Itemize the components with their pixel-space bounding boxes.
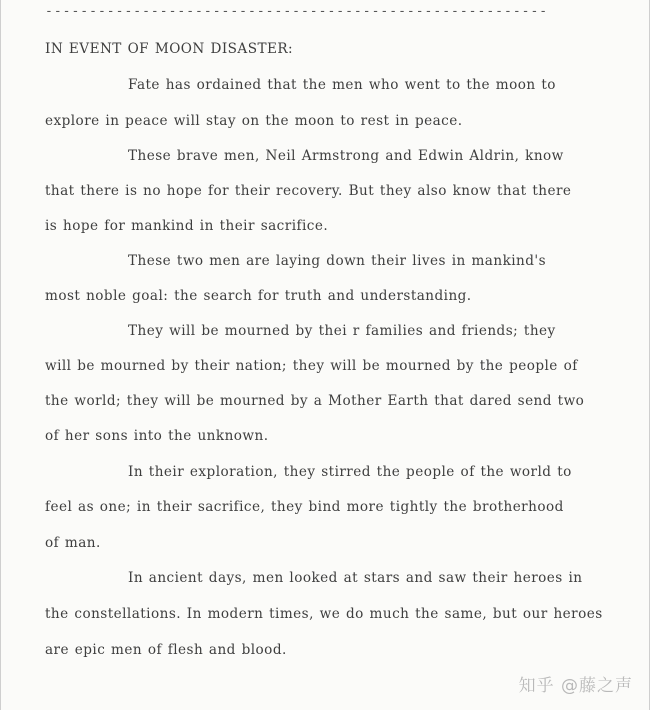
- paragraph-5-line-2: feel as one; in their sacrifice, they bind more tightly the brotherhood: [45, 499, 564, 515]
- paragraph-3-line-2: most noble goal: the search for truth and understanding.: [45, 288, 472, 304]
- paragraph-4-line-3: the world; they will be mourned by a Mother Earth that dared send two: [45, 393, 585, 409]
- paragraph-2-line-3: is hope for mankind in their sacrifice.: [45, 218, 329, 234]
- paragraph-4-line-4: of her sons into the unknown.: [45, 428, 269, 444]
- paragraph-4-line-1: They will be mourned by thei r families and friends; they: [128, 323, 556, 339]
- paragraph-5-line-1: In their exploration, they stirred the people of the world to: [128, 464, 572, 480]
- paragraph-3-line-1: These two men are laying down their lives in mankind's: [128, 253, 547, 269]
- paragraph-6-line-3: are epic men of flesh and blood.: [45, 642, 287, 658]
- paragraph-2-line-1: These brave men, Neil Armstrong and Edwin Aldrin, know: [128, 148, 564, 164]
- paragraph-4-line-2: will be mourned by their nation; they will be mourned by the people of: [45, 358, 578, 374]
- zhihu-watermark: 知乎 @藤之声: [518, 676, 633, 696]
- paragraph-5-line-3: of man.: [45, 535, 101, 551]
- paragraph-6-line-1: In ancient days, men looked at stars and saw their heroes in: [128, 570, 583, 586]
- paragraph-2-line-2: that there is no hope for their recovery. But they also know that there: [45, 183, 572, 199]
- paragraph-6-line-2: the constellations. In modern times, we do much the same, but our heroes: [45, 606, 603, 622]
- dashed-divider: ---------------------------------------------------------: [45, 4, 549, 19]
- paragraph-1-line-2: explore in peace will stay on the moon to rest in peace.: [45, 113, 463, 129]
- document-heading: IN EVENT OF MOON DISASTER:: [45, 41, 294, 57]
- paragraph-1-line-1: Fate has ordained that the men who went to the moon to: [128, 77, 556, 93]
